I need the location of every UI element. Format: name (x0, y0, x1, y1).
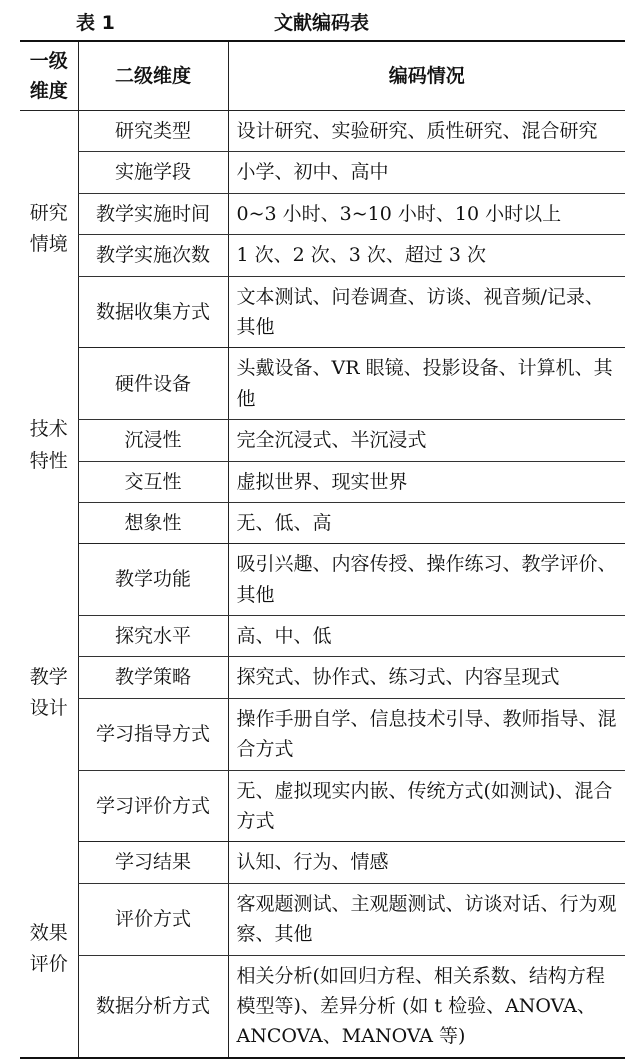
header-row (20, 41, 625, 111)
table-row (20, 193, 625, 234)
table-row (20, 348, 625, 420)
table-row (20, 420, 625, 461)
coding-values: 高、中、低 (228, 616, 625, 657)
level2-dimension: 教学实施时间 (78, 193, 228, 234)
level2-dimension: 学习指导方式 (78, 698, 228, 770)
table-row (20, 461, 625, 502)
header-codes: 编码情况 (228, 41, 625, 111)
table-body (20, 111, 625, 1058)
level2-dimension: 学习结果 (78, 842, 228, 883)
coding-values: 1 次、2 次、3 次、超过 3 次 (228, 235, 625, 276)
table-row (20, 883, 625, 955)
level2-dimension: 教学功能 (78, 544, 228, 616)
level2-dimension: 教学策略 (78, 657, 228, 698)
table-row (20, 152, 625, 193)
level2-dimension: 数据分析方式 (78, 955, 228, 1058)
level2-dimension: 学习评价方式 (78, 770, 228, 842)
level2-dimension: 研究类型 (78, 111, 228, 152)
table-row (20, 616, 625, 657)
table-row (20, 955, 625, 1058)
coding-values: 完全沉浸式、半沉浸式 (228, 420, 625, 461)
level2-dimension: 沉浸性 (78, 420, 228, 461)
table-caption (0, 0, 643, 40)
coding-values: 头戴设备、VR 眼镜、投影设备、计算机、其他 (228, 348, 625, 420)
coding-values: 虚拟世界、现实世界 (228, 461, 625, 502)
table-row (20, 276, 625, 348)
coding-values: 探究式、协作式、练习式、内容呈现式 (228, 657, 625, 698)
coding-values: 小学、初中、高中 (228, 152, 625, 193)
table-row (20, 235, 625, 276)
level2-dimension: 评价方式 (78, 883, 228, 955)
level2-dimension: 交互性 (78, 461, 228, 502)
coding-values: 文本测试、问卷调查、访谈、视音频/记录、其他 (228, 276, 625, 348)
table-title: 文献编码表 (273, 12, 369, 34)
table-row (20, 657, 625, 698)
table-number: 表 1 (76, 12, 115, 34)
table-row (20, 698, 625, 770)
coding-values: 吸引兴趣、内容传授、操作练习、教学评价、其他 (228, 544, 625, 616)
table-row (20, 111, 625, 152)
header-level1: 一级维度 (29, 49, 68, 102)
coding-table (20, 40, 625, 1059)
level2-dimension: 教学实施次数 (78, 235, 228, 276)
level1-dimension: 教学设计 (29, 665, 68, 719)
level2-dimension: 探究水平 (78, 616, 228, 657)
coding-values: 设计研究、实验研究、质性研究、混合研究 (228, 111, 625, 152)
level1-dimension: 效果评价 (29, 922, 68, 976)
coding-values: 相关分析(如回归方程、相关系数、结构方程模型等)、差异分析 (如 t 检验、ANOVA、ANCOVA、MANOVA 等) (228, 955, 625, 1058)
level1-dimension: 技术特性 (29, 418, 68, 472)
table-row (20, 770, 625, 842)
coding-values: 无、虚拟现实内嵌、传统方式(如测试)、混合方式 (228, 770, 625, 842)
level2-dimension: 数据收集方式 (78, 276, 228, 348)
coding-values: 操作手册自学、信息技术引导、教师指导、混合方式 (228, 698, 625, 770)
coding-values: 无、低、高 (228, 502, 625, 543)
header-level2: 二级维度 (78, 41, 228, 111)
table-row (20, 502, 625, 543)
coding-values: 认知、行为、情感 (228, 842, 625, 883)
level2-dimension: 实施学段 (78, 152, 228, 193)
coding-values: 客观题测试、主观题测试、访谈对话、行为观察、其他 (228, 883, 625, 955)
coding-values: 0~3 小时、3~10 小时、10 小时以上 (228, 193, 625, 234)
table-row (20, 544, 625, 616)
level2-dimension: 想象性 (78, 502, 228, 543)
table-row (20, 842, 625, 883)
level2-dimension: 硬件设备 (78, 348, 228, 420)
level1-dimension: 研究情境 (29, 202, 68, 256)
